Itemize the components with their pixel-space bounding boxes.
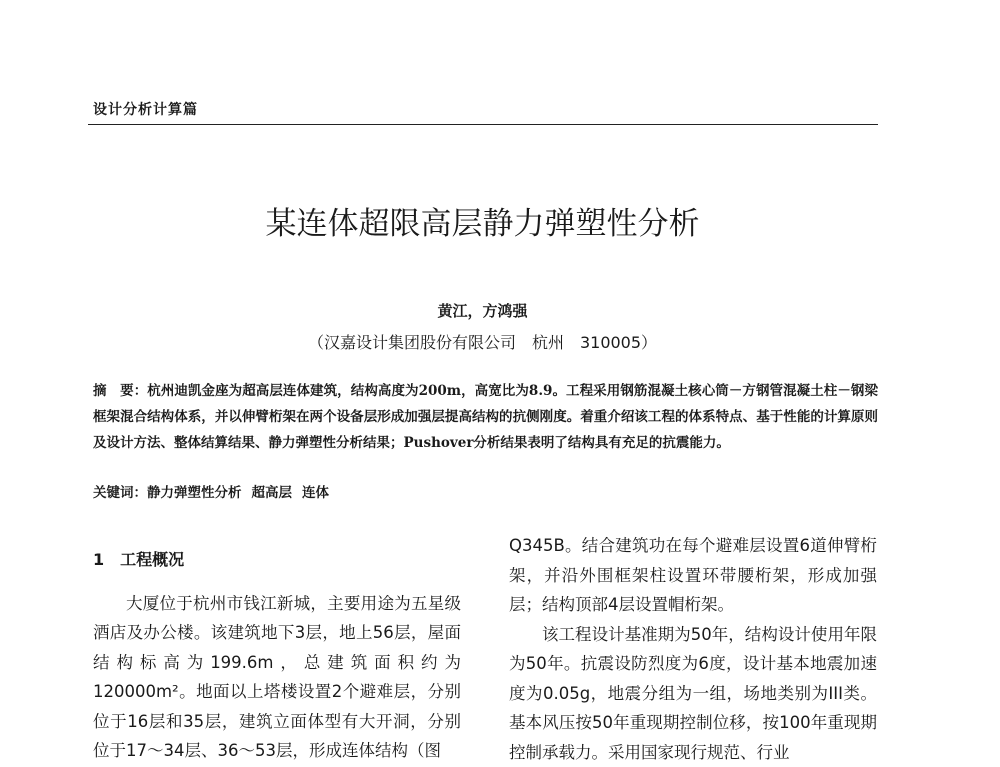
- keyword: 静力弹塑性分析: [147, 485, 242, 501]
- section-header: 设计分析计算篇: [93, 99, 198, 119]
- right-column: [509, 531, 877, 767]
- abstract-label: 摘 要：: [93, 383, 147, 399]
- body-paragraph: 大厦位于杭州市钱江新城，主要用途为五星级酒店及办公楼。该建筑地下3层，地上56层，屋面结构标高为199.6m，总建筑面积约为120000m²。地面以上塔楼设置2个避难层，分别位于16层和35层，建筑立面体型有大开洞，分别位于17～34层、36～53层，形成连体结构（图: [93, 589, 461, 766]
- keywords-label: 关键词：: [93, 485, 147, 501]
- authors: 黄江，方鸿强: [0, 300, 965, 321]
- body-paragraph: 该工程设计基准期为50年，结构设计使用年限为50年。抗震设防烈度为6度，设计基本地震加速度为0.05g，地震分组为一组，场地类别为III类。基本风压按50年重现期控制位移，按100年重现期控制承载力。采用国家现行规范、行业: [509, 620, 877, 767]
- abstract: [93, 378, 878, 456]
- keywords: [93, 483, 878, 503]
- left-column: [93, 545, 461, 766]
- abstract-text: 杭州迪凯金座为超高层连体建筑，结构高度为200m，高宽比为8.9。工程采用钢筋混凝土核心筒－方钢管混凝土柱－钢梁框架混合结构体系，并以伸臂桁架在两个设备层形成加强层提高结构的抗侧刚度。着重介绍该工程的体系特点、基于性能的计算原则及设计方法、整体结算结果、静力弹塑性分析结果；Pushover分析结果表明了结构具有充足的抗震能力。: [93, 383, 878, 451]
- keyword: 连体: [302, 485, 329, 501]
- keyword: 超高层: [252, 485, 293, 501]
- body-paragraph: Q345B。结合建筑功在每个避难层设置6道伸臂桁架，并沿外围框架柱设置环带腰桁架，形成加强层；结构顶部4层设置帽桁架。: [509, 531, 877, 620]
- header-rule: [88, 124, 878, 125]
- article-title: 某连体超限高层静力弹塑性分析: [0, 198, 965, 243]
- section-heading: 1 工程概况: [93, 545, 461, 575]
- affiliation: （汉嘉设计集团股份有限公司 杭州 310005）: [0, 330, 965, 353]
